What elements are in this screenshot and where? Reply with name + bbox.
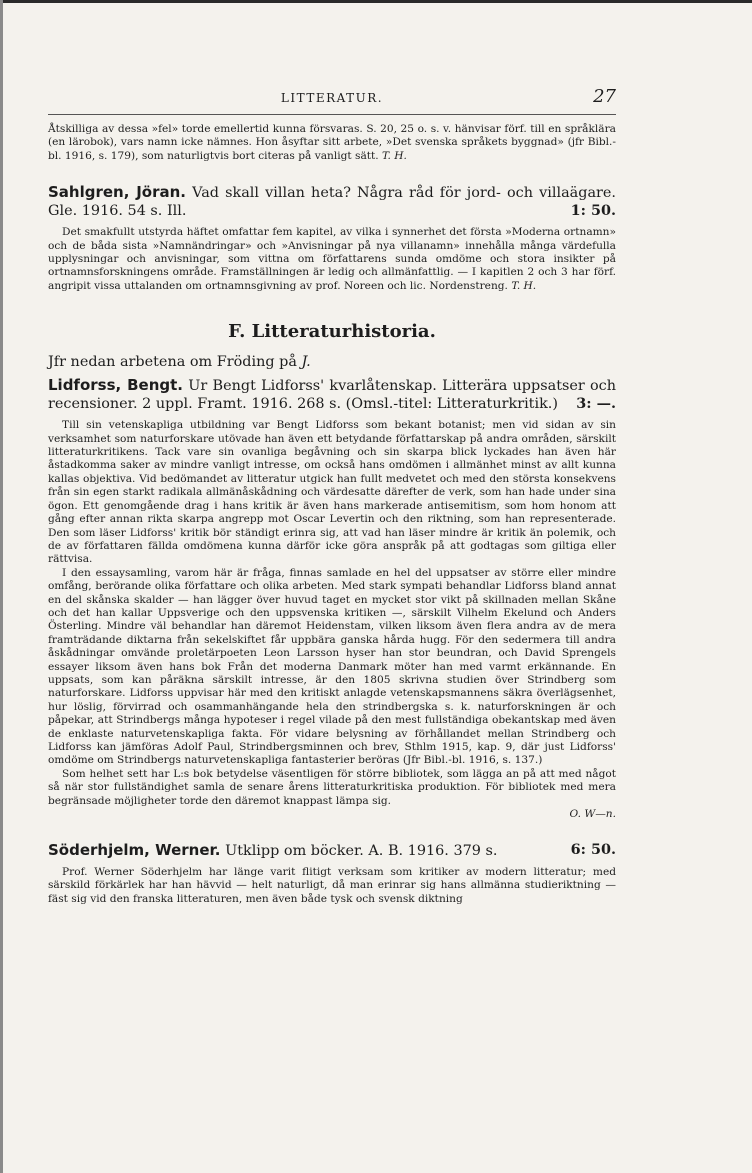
entry-lidforss-review-p2: I den essaysamling, varom här är fråga, finnas samlade en hel del uppsatser av större eller mindre omfång, berörande olika författare och olika arbeten. Med stark sympati behandlar Lidforss bland annat en del skånska skalder — han lägger över huvud taget en mycket stor vikt på skillnaden mellan Skåne och det han kallar Uppsverige och den uppsvenska kritiken —, särskilt Vilhelm Ekelund och Anders Österling. Mindre väl behandlar han däremot Heidenstam, vilken liksom även flera andra av de mera framträdande diktarna från sekelskiftet får uppbära ganska hårda hugg. För den sedermera till andra åskådningar omvände proletärpoeten Leon Larsson hyser han stor beundran, och David Sprengels essayer liksom även hans bok Från det moderna Danmark möter han med varmt erkännande. En uppsats, som kan påräkna särskilt intresse, är den 1805 skrivna studien över Strindberg som naturforskare. Lidforss uppvisar här med den kritiskt anlagde vetenskapsmannens säkra överlägsenhet, hur löslig, förvirrad och osammanhängande hela den strindbergska s. k. naturforskningen är och påpekar, att Strindbergs många hypoteser i regel vilade på den mest fullständiga obekantskap med även de enklaste naturvetenskapliga fakta. För vidare belysning av förhållandet mellan Strindberg och Lidforss kan jämföras Adolf Paul, Strindbergsminnen och brev, Sthlm 1915, kap. 9, där just Lidforss' omdöme om Strindbergs naturvetenskapliga fantasterier beröras (Jfr Bibl.-bl. 1916, s. 137.)	[48, 566, 616, 767]
entry-lidforss-review-p1: Till sin vetenskapliga utbildning var Bengt Lidforss som bekant botanist; men vid sidan av sin verksamhet som naturforskare utövade han även ett betydande författarskap på andra områden, särskilt litteraturkritikens. Tack vare sin ovanliga begåvning och sin skarpa blick lyckades han även här åstadkomma saker av mindre vanligt intresse, om också hans omdömen i allmänhet minst av allt kunna kallas objektiva. Vid bedömandet av litteratur utgick han fullt medvetet och med den största konsekvens från sin egen starkt radikala allmänåskådning och värdesatte därefter de verk, som han hade under sina ögon. Ett genomgående drag i hans kritik är även hans markerade antisemitism, som hom honom att gång efter annan rikta skarpa angrepp mot Oscar Levertin och den riktning, som han representerade. Den som läser Lidforss' kritik bör ständigt erinra sig, att vad han läser mindre är kritik än polemik, och de av författaren fällda omdömena kunna därför icke göra anspråk på att godtagas som giltiga eller rättvisa.	[48, 419, 616, 566]
section-cross-reference: Jfr nedan arbetena om Fröding på J.	[48, 354, 311, 371]
header-rule	[48, 114, 616, 115]
entry-sahlgren-review: Det smakfullt utstyrda häftet omfattar fem kapitel, av vilka i synnerhet det första »Moderna ortnamn» och de båda sista »Namnändringar» och »Anvisningar på nya villanamn» innehålla många värdefulla upplysningar och anvisningar, som vittna om författarens sunda omdöme och stora insikter på ortnamnsforskningens område. Framställningen är ledig och allmänfattlig. — I kapitlen 2 och 3 har förf. angripit vissa uttalanden om ortnamnsgivning av prof. Noreen och lic. Nordenstreng. T. H.	[48, 226, 616, 292]
entry-soderhjelm-price: 6: 50.	[570, 841, 616, 859]
scan-edge-left	[0, 0, 3, 1173]
entry-lidforss-author: Lidforss, Bengt.	[48, 376, 184, 395]
entry-sahlgren-price: 1: 50.	[570, 202, 616, 220]
entry-soderhjelm-heading	[48, 841, 616, 860]
page-header	[48, 88, 616, 112]
intro-signature: T. H.	[382, 149, 407, 162]
entry-sahlgren-author: Sahlgren, Jöran.	[48, 183, 186, 202]
entry-soderhjelm-author: Söderhjelm, Werner.	[48, 841, 221, 860]
running-title: LITTERATUR.	[280, 91, 384, 105]
page-number: 27	[593, 86, 616, 107]
intro-paragraph: Åtskilliga av dessa »fel» torde emellertid kunna försvaras. S. 20, 25 o. s. v. hänvisar förf. till en språklära (en lärobok), vars namn icke nämnes. Hon åsyftar sitt arbete, »Det svenska språkets byggnad» (jfr Bibl.-bl. 1916, s. 179), som naturligtvis bort citeras på vanligt sätt. T. H.	[48, 123, 616, 162]
entry-lidforss-heading	[48, 376, 616, 413]
entry-soderhjelm-review: Prof. Werner Söderhjelm har länge varit flitigt verksam som kritiker av modern litteratur; med särskild förkärlek har han hävvid — helt naturligt, då man erinrar sig hans allmänna studieriktning — fäst sig vid den franska litteraturen, men även både tysk och svensk diktning	[48, 866, 616, 905]
page	[48, 88, 616, 906]
entry-lidforss-price: 3: —.	[576, 395, 616, 413]
entry-sahlgren-signature: T. H.	[511, 279, 537, 292]
scan-edge-top	[0, 0, 752, 3]
entry-lidforss-review-p3: Som helhet sett har L:s bok betydelse väsentligen för större bibliotek, som lägga an på att med något så när stor fullständighet samla de senare årens litteraturkritiska produktion. För bibliotek med mera begränsade möjligheter torde den däremot knappast lämpa sig.	[48, 767, 616, 807]
entry-lidforss-title: Ur Bengt Lidforss' kvarlåtenskap. Litterära uppsatser och recensioner. 2 uppl. Framt. 1916. 268 s. (Omsl.-titel: Litteraturkritik.)	[48, 378, 616, 413]
entry-lidforss-signature: O. W—n.	[569, 808, 616, 821]
section-title: F. Litteraturhistoria.	[228, 321, 436, 343]
entry-sahlgren-heading	[48, 183, 616, 220]
entry-sahlgren-title: Vad skall villan heta? Några råd för jord- och villaägare. Gle. 1916. 54 s. Ill.	[48, 185, 616, 220]
entry-soderhjelm-title: Utklipp om böcker. A. B. 1916. 379 s.	[220, 843, 498, 860]
